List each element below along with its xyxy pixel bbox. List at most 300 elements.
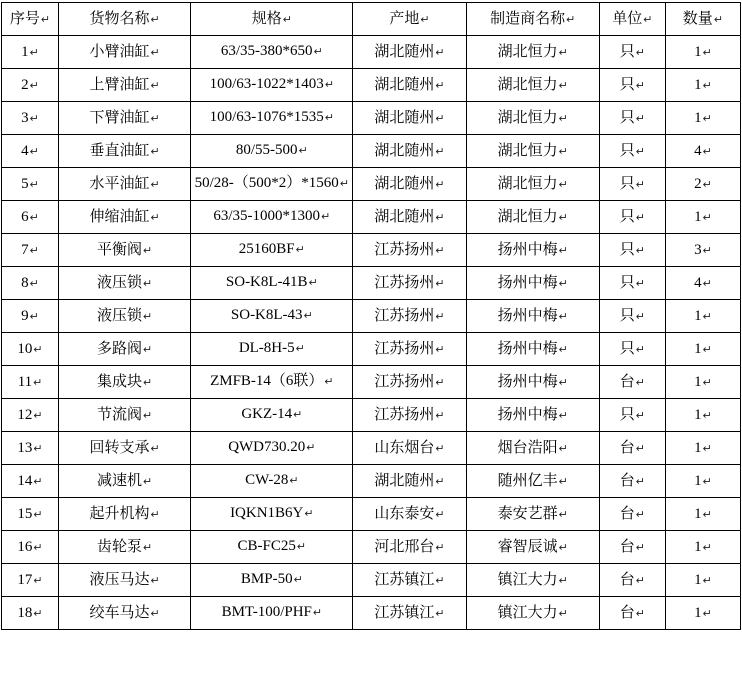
cell-unit — [599, 564, 665, 597]
cell-seq — [2, 201, 59, 234]
cell-spec — [191, 498, 353, 531]
cell-seq — [2, 597, 59, 630]
cell-text-seq: 3 — [21, 109, 29, 126]
cell-unit — [599, 333, 665, 366]
paragraph-mark-icon: ↵ — [558, 211, 568, 224]
paragraph-mark-icon: ↵ — [702, 442, 712, 455]
cell-name — [59, 366, 191, 399]
paragraph-mark-icon: ↵ — [558, 508, 568, 521]
cell-seq — [2, 399, 59, 432]
cell-text-spec: 100/63-1022*1403 — [209, 76, 324, 93]
paragraph-mark-icon: ↵ — [143, 277, 153, 290]
paragraph-mark-icon: ↵ — [635, 607, 645, 620]
paragraph-mark-icon: ↵ — [33, 508, 43, 521]
paragraph-mark-icon: ↵ — [435, 541, 445, 554]
cell-text-name: 下臂油缸 — [89, 109, 150, 126]
cell-text-maker: 湖北恒力 — [497, 208, 558, 225]
cell-text-spec: 100/63-1076*1535 — [209, 109, 324, 126]
paragraph-mark-icon: ↵ — [558, 46, 568, 59]
table-row — [2, 564, 741, 597]
paragraph-mark-icon: ↵ — [635, 79, 645, 92]
cell-text-unit: 只 — [619, 109, 635, 126]
cell-text-name: 小臂油缸 — [89, 43, 150, 60]
paragraph-mark-icon: ↵ — [702, 178, 712, 191]
paragraph-mark-icon: ↵ — [29, 211, 39, 224]
cell-text-seq: 8 — [21, 274, 29, 291]
paragraph-mark-icon: ↵ — [435, 508, 445, 521]
paragraph-mark-icon: ↵ — [33, 607, 43, 620]
cell-text-unit: 只 — [619, 76, 635, 93]
paragraph-mark-icon: ↵ — [702, 46, 712, 59]
table-row — [2, 135, 741, 168]
cell-qty — [665, 333, 740, 366]
cell-text-seq: 6 — [21, 208, 29, 225]
paragraph-mark-icon: ↵ — [635, 112, 645, 125]
cell-qty — [665, 168, 740, 201]
cell-seq — [2, 498, 59, 531]
paragraph-mark-icon: ↵ — [702, 607, 712, 620]
cell-text-maker: 扬州中梅 — [497, 406, 558, 423]
cell-unit — [599, 168, 665, 201]
paragraph-mark-icon: ↵ — [321, 211, 331, 224]
cell-text-seq: 4 — [21, 142, 29, 159]
cell-text-spec: SO-K8L-41B — [225, 274, 308, 291]
cell-text-maker: 扬州中梅 — [497, 274, 558, 291]
cell-qty — [665, 432, 740, 465]
paragraph-mark-icon: ↵ — [29, 79, 39, 92]
cell-text-origin: 江苏扬州 — [374, 340, 435, 357]
cell-spec — [191, 267, 353, 300]
cell-unit — [599, 234, 665, 267]
cell-text-spec: CW-28 — [245, 472, 289, 489]
paragraph-mark-icon: ↵ — [558, 178, 568, 191]
cell-qty — [665, 234, 740, 267]
cell-text-maker: 烟台浩阳 — [497, 439, 558, 456]
cell-text-unit: 只 — [619, 142, 635, 159]
cell-spec — [191, 366, 353, 399]
cell-seq — [2, 564, 59, 597]
cell-qty — [665, 201, 740, 234]
paragraph-mark-icon: ↵ — [713, 13, 724, 26]
cell-text-origin: 江苏镇江 — [374, 604, 435, 621]
cell-text-name: 减速机 — [97, 472, 143, 489]
cell-name — [59, 564, 191, 597]
cell-origin — [353, 597, 466, 630]
cell-origin — [353, 300, 466, 333]
paragraph-mark-icon: ↵ — [143, 310, 153, 323]
cell-qty — [665, 267, 740, 300]
header-cell-spec — [191, 3, 353, 36]
paragraph-mark-icon: ↵ — [339, 178, 350, 191]
cell-text-name: 垂直油缸 — [89, 142, 150, 159]
paragraph-mark-icon: ↵ — [558, 79, 568, 92]
cell-text-name: 多路阀 — [97, 340, 143, 357]
cell-text-seq: 14 — [17, 472, 33, 489]
paragraph-mark-icon: ↵ — [635, 574, 645, 587]
cell-qty — [665, 564, 740, 597]
cell-name — [59, 201, 191, 234]
table-row — [2, 333, 741, 366]
cell-name — [59, 432, 191, 465]
paragraph-mark-icon: ↵ — [40, 13, 51, 26]
cell-text-name: 上臂油缸 — [89, 76, 150, 93]
cell-text-maker: 扬州中梅 — [497, 340, 558, 357]
paragraph-mark-icon: ↵ — [306, 442, 316, 455]
cell-origin — [353, 267, 466, 300]
cell-name — [59, 531, 191, 564]
paragraph-mark-icon: ↵ — [702, 112, 712, 125]
paragraph-mark-icon: ↵ — [702, 376, 712, 389]
cell-text-qty: 1 — [694, 472, 702, 489]
cell-origin — [353, 201, 466, 234]
header-cell-qty — [665, 3, 740, 36]
paragraph-mark-icon: ↵ — [435, 178, 445, 191]
cell-text-maker: 镇江大力 — [497, 571, 558, 588]
cell-qty — [665, 465, 740, 498]
cell-seq — [2, 465, 59, 498]
table-row — [2, 102, 741, 135]
cell-text-seq: 17 — [17, 571, 33, 588]
cell-text-unit: 台 — [619, 472, 635, 489]
header-cell-seq — [2, 3, 59, 36]
paragraph-mark-icon: ↵ — [289, 475, 299, 488]
paragraph-mark-icon: ↵ — [558, 343, 568, 356]
cell-unit — [599, 201, 665, 234]
cell-maker — [466, 69, 599, 102]
cell-text-qty: 1 — [694, 571, 702, 588]
cell-text-qty: 1 — [694, 208, 702, 225]
cell-text-origin: 湖北随州 — [374, 43, 435, 60]
paragraph-mark-icon: ↵ — [435, 310, 445, 323]
cell-spec — [191, 135, 353, 168]
paragraph-mark-icon: ↵ — [150, 607, 160, 620]
cell-text-origin: 湖北随州 — [374, 142, 435, 159]
cell-qty — [665, 531, 740, 564]
cell-qty — [665, 102, 740, 135]
cell-text-seq: 1 — [21, 43, 29, 60]
paragraph-mark-icon: ↵ — [702, 277, 712, 290]
cell-text-qty: 1 — [694, 604, 702, 621]
paragraph-mark-icon: ↵ — [635, 475, 645, 488]
cell-text-qty: 3 — [694, 241, 702, 258]
header-label-spec: 规格 — [251, 10, 282, 27]
cell-name — [59, 36, 191, 69]
paragraph-mark-icon: ↵ — [435, 211, 445, 224]
paragraph-mark-icon: ↵ — [635, 376, 645, 389]
cell-text-unit: 只 — [619, 274, 635, 291]
paragraph-mark-icon: ↵ — [150, 574, 160, 587]
cell-unit — [599, 597, 665, 630]
paragraph-mark-icon: ↵ — [29, 178, 39, 191]
table-row — [2, 36, 741, 69]
cell-text-maker: 湖北恒力 — [497, 142, 558, 159]
cell-text-origin: 湖北随州 — [374, 76, 435, 93]
cell-origin — [353, 366, 466, 399]
paragraph-mark-icon: ↵ — [33, 574, 43, 587]
cell-spec — [191, 531, 353, 564]
cell-maker — [466, 201, 599, 234]
cell-text-maker: 睿智辰诚 — [497, 538, 558, 555]
paragraph-mark-icon: ↵ — [150, 178, 160, 191]
cell-text-maker: 湖北恒力 — [497, 109, 558, 126]
table-row — [2, 201, 741, 234]
cell-spec — [191, 69, 353, 102]
header-cell-unit — [599, 3, 665, 36]
paragraph-mark-icon: ↵ — [702, 574, 712, 587]
cell-qty — [665, 597, 740, 630]
paragraph-mark-icon: ↵ — [702, 541, 712, 554]
cell-text-qty: 1 — [694, 373, 702, 390]
cell-maker — [466, 300, 599, 333]
table-row — [2, 432, 741, 465]
paragraph-mark-icon: ↵ — [29, 112, 39, 125]
paragraph-mark-icon: ↵ — [635, 46, 645, 59]
paragraph-mark-icon: ↵ — [295, 343, 305, 356]
paragraph-mark-icon: ↵ — [143, 409, 153, 422]
cell-qty — [665, 69, 740, 102]
cell-text-qty: 2 — [694, 175, 702, 192]
cell-maker — [466, 267, 599, 300]
cell-text-unit: 台 — [619, 604, 635, 621]
cell-spec — [191, 399, 353, 432]
cell-text-seq: 16 — [17, 538, 33, 555]
cell-text-unit: 只 — [619, 241, 635, 258]
cell-maker — [466, 531, 599, 564]
cell-maker — [466, 498, 599, 531]
cell-text-origin: 湖北随州 — [374, 208, 435, 225]
cell-seq — [2, 234, 59, 267]
paragraph-mark-icon: ↵ — [29, 310, 39, 323]
cell-text-maker: 随州亿丰 — [497, 472, 558, 489]
cell-text-origin: 江苏扬州 — [374, 241, 435, 258]
header-label-qty: 数量 — [682, 10, 713, 27]
header-label-maker: 制造商名称 — [490, 10, 566, 27]
paragraph-mark-icon: ↵ — [702, 508, 712, 521]
paragraph-mark-icon: ↵ — [298, 145, 308, 158]
cell-text-unit: 只 — [619, 208, 635, 225]
cell-unit — [599, 465, 665, 498]
cell-text-qty: 1 — [694, 43, 702, 60]
cell-text-origin: 江苏扬州 — [374, 307, 435, 324]
cell-maker — [466, 168, 599, 201]
paragraph-mark-icon: ↵ — [558, 112, 568, 125]
paragraph-mark-icon: ↵ — [635, 508, 645, 521]
paragraph-mark-icon: ↵ — [29, 145, 39, 158]
paragraph-mark-icon: ↵ — [295, 244, 305, 257]
cell-text-unit: 台 — [619, 538, 635, 555]
cell-spec — [191, 300, 353, 333]
cell-text-name: 水平油缸 — [89, 175, 150, 192]
paragraph-mark-icon: ↵ — [558, 277, 568, 290]
cell-text-spec: BMT-100/PHF — [221, 604, 312, 621]
cell-text-origin: 湖北随州 — [374, 175, 435, 192]
cell-text-unit: 台 — [619, 439, 635, 456]
cell-unit — [599, 498, 665, 531]
paragraph-mark-icon: ↵ — [558, 607, 568, 620]
cell-text-seq: 18 — [17, 604, 33, 621]
paragraph-mark-icon: ↵ — [33, 376, 43, 389]
paragraph-mark-icon: ↵ — [435, 409, 445, 422]
cell-text-spec: 80/55-500 — [235, 142, 298, 159]
paragraph-mark-icon: ↵ — [33, 343, 43, 356]
cell-name — [59, 399, 191, 432]
paragraph-mark-icon: ↵ — [702, 145, 712, 158]
paragraph-mark-icon: ↵ — [33, 442, 43, 455]
table-row — [2, 399, 741, 432]
paragraph-mark-icon: ↵ — [29, 244, 39, 257]
cell-unit — [599, 300, 665, 333]
cell-name — [59, 168, 191, 201]
cell-text-seq: 15 — [17, 505, 33, 522]
paragraph-mark-icon: ↵ — [324, 376, 334, 389]
cell-text-maker: 泰安艺群 — [497, 505, 558, 522]
cell-text-name: 齿轮泵 — [97, 538, 143, 555]
header-label-seq: 序号 — [9, 10, 40, 27]
cell-text-unit: 台 — [619, 373, 635, 390]
cell-text-spec: DL-8H-5 — [238, 340, 295, 357]
cell-qty — [665, 366, 740, 399]
paragraph-mark-icon: ↵ — [435, 46, 445, 59]
paragraph-mark-icon: ↵ — [308, 277, 318, 290]
cell-name — [59, 333, 191, 366]
cell-name — [59, 69, 191, 102]
paragraph-mark-icon: ↵ — [435, 244, 445, 257]
paragraph-mark-icon: ↵ — [312, 607, 323, 620]
cell-text-qty: 1 — [694, 109, 702, 126]
paragraph-mark-icon: ↵ — [558, 574, 568, 587]
cell-maker — [466, 135, 599, 168]
table-row — [2, 531, 741, 564]
paragraph-mark-icon: ↵ — [558, 409, 568, 422]
paragraph-mark-icon: ↵ — [304, 508, 314, 521]
cell-origin — [353, 69, 466, 102]
cell-text-origin: 山东烟台 — [374, 439, 435, 456]
cell-text-maker: 湖北恒力 — [497, 43, 558, 60]
cell-origin — [353, 333, 466, 366]
cell-unit — [599, 432, 665, 465]
cell-spec — [191, 432, 353, 465]
cell-maker — [466, 36, 599, 69]
paragraph-mark-icon: ↵ — [324, 79, 335, 92]
cell-seq — [2, 333, 59, 366]
cell-text-maker: 湖北恒力 — [497, 175, 558, 192]
cell-origin — [353, 498, 466, 531]
cell-text-name: 回转支承 — [89, 439, 150, 456]
paragraph-mark-icon: ↵ — [293, 409, 303, 422]
cell-text-maker: 扬州中梅 — [497, 241, 558, 258]
cell-text-maker: 镇江大力 — [497, 604, 558, 621]
cell-seq — [2, 135, 59, 168]
cell-text-name: 伸缩油缸 — [89, 208, 150, 225]
cell-origin — [353, 234, 466, 267]
table-row — [2, 168, 741, 201]
header-label-origin: 产地 — [389, 10, 420, 27]
paragraph-mark-icon: ↵ — [324, 112, 335, 125]
paragraph-mark-icon: ↵ — [702, 79, 712, 92]
paragraph-mark-icon: ↵ — [150, 442, 160, 455]
paragraph-mark-icon: ↵ — [435, 277, 445, 290]
cell-spec — [191, 168, 353, 201]
paragraph-mark-icon: ↵ — [558, 475, 568, 488]
paragraph-mark-icon: ↵ — [150, 79, 160, 92]
paragraph-mark-icon: ↵ — [635, 178, 645, 191]
cell-unit — [599, 135, 665, 168]
header-cell-origin — [353, 3, 466, 36]
cell-text-unit: 只 — [619, 340, 635, 357]
cell-text-name: 绞车马达 — [89, 604, 150, 621]
cell-text-origin: 江苏扬州 — [374, 406, 435, 423]
cell-text-qty: 4 — [694, 142, 702, 159]
cell-text-origin: 江苏扬州 — [374, 274, 435, 291]
paragraph-mark-icon: ↵ — [635, 343, 645, 356]
paragraph-mark-icon: ↵ — [420, 13, 430, 26]
cell-text-unit: 只 — [619, 43, 635, 60]
cell-text-name: 节流阀 — [97, 406, 143, 423]
cell-unit — [599, 36, 665, 69]
paragraph-mark-icon: ↵ — [566, 13, 576, 26]
header-label-name: 货物名称 — [89, 10, 150, 27]
cell-text-name: 集成块 — [97, 373, 143, 390]
paragraph-mark-icon: ↵ — [558, 376, 568, 389]
paragraph-mark-icon: ↵ — [282, 13, 292, 26]
cell-text-origin: 江苏镇江 — [374, 571, 435, 588]
paragraph-mark-icon: ↵ — [635, 442, 645, 455]
cell-unit — [599, 531, 665, 564]
paragraph-mark-icon: ↵ — [303, 310, 313, 323]
paragraph-mark-icon: ↵ — [635, 409, 645, 422]
cell-text-origin: 河北邢台 — [374, 538, 435, 555]
table-row — [2, 366, 741, 399]
table-row — [2, 498, 741, 531]
cell-name — [59, 300, 191, 333]
paragraph-mark-icon: ↵ — [558, 442, 568, 455]
cell-text-qty: 1 — [694, 505, 702, 522]
cell-text-unit: 台 — [619, 505, 635, 522]
cell-spec — [191, 465, 353, 498]
cell-text-spec: 63/35-1000*1300 — [213, 208, 321, 225]
cell-text-unit: 只 — [619, 307, 635, 324]
cell-qty — [665, 135, 740, 168]
cell-text-qty: 4 — [694, 274, 702, 291]
cell-text-spec: 50/28-（500*2）*1560 — [194, 175, 339, 192]
paragraph-mark-icon: ↵ — [635, 244, 645, 257]
goods-list-table — [1, 2, 741, 630]
paragraph-mark-icon: ↵ — [143, 343, 153, 356]
cell-text-seq: 11 — [17, 373, 33, 390]
table-row — [2, 69, 741, 102]
cell-qty — [665, 36, 740, 69]
paragraph-mark-icon: ↵ — [435, 112, 445, 125]
cell-spec — [191, 36, 353, 69]
cell-unit — [599, 366, 665, 399]
cell-origin — [353, 399, 466, 432]
cell-maker — [466, 465, 599, 498]
paragraph-mark-icon: ↵ — [435, 376, 445, 389]
paragraph-mark-icon: ↵ — [702, 244, 712, 257]
cell-seq — [2, 36, 59, 69]
cell-origin — [353, 531, 466, 564]
header-row — [2, 3, 741, 36]
cell-unit — [599, 267, 665, 300]
cell-origin — [353, 432, 466, 465]
header-label-unit: 单位 — [612, 10, 643, 27]
cell-text-origin: 湖北随州 — [374, 109, 435, 126]
header-cell-maker — [466, 3, 599, 36]
paragraph-mark-icon: ↵ — [150, 508, 160, 521]
paragraph-mark-icon: ↵ — [635, 541, 645, 554]
paragraph-mark-icon: ↵ — [435, 343, 445, 356]
cell-text-origin: 湖北随州 — [374, 472, 435, 489]
